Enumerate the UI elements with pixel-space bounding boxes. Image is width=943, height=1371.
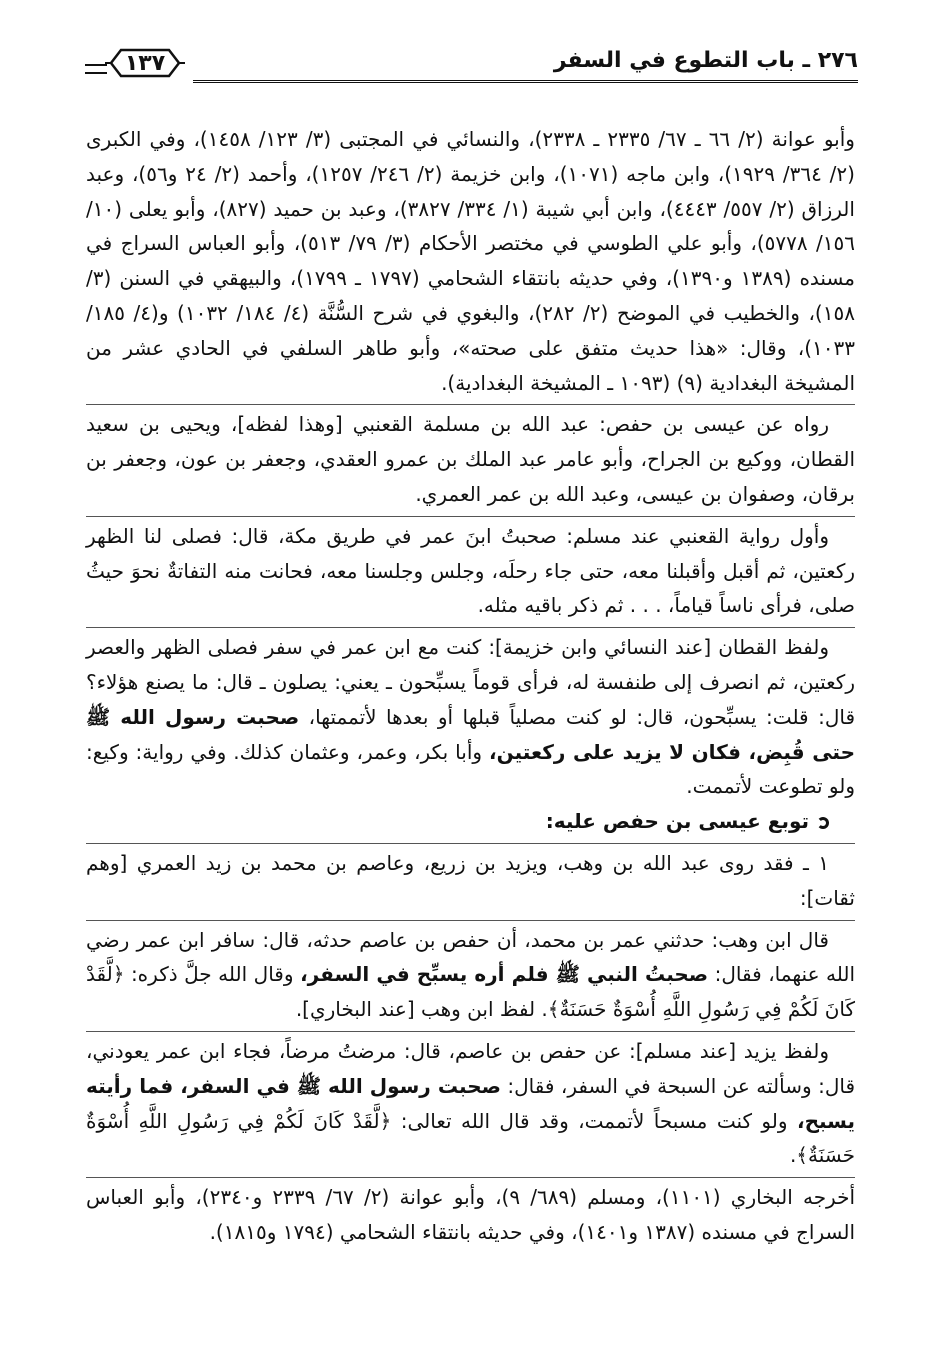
paragraph-divider (86, 920, 855, 921)
paragraph-divider (86, 1031, 855, 1032)
followers-paragraph: ١ ـ فقد روى عبد الله بن وهب، ويزيد بن زريع، وعاصم بن محمد بن زيد العمري [وهم ثقات]: (86, 850, 855, 910)
paragraph-divider (86, 1177, 855, 1178)
paragraph-divider (86, 843, 855, 844)
ibn-wahb-text-start: قال ابن وهب: حدثني عمر بن محمد، أن حفص بن عاصم حدثه، قال: سافر ابن عمر رضي الله عنهما، فقال: (86, 927, 856, 987)
qattan-text-end: وأبا بكر، وعمر، وعثمان كذلك. وفي رواية: وكيع: ولو تطوعت لأتممت. (86, 739, 855, 799)
takhrij-paragraph-2: أخرجه البخاري (١١٠١)، ومسلم (٦٨٩/ ٩)، وأبو عوانة (٢/ ٦٧/ ٢٣٣٩ و٢٣٤٠)، وأبو العباس السراج في مسنده (١٣٨٧ و١٤٠١)، وفي حديثه بانتقاء الشحامي (١٧٩٤ و١٨١٥). (86, 1185, 856, 1244)
bullet-icon (817, 817, 829, 829)
qanabi-narration-paragraph: وأول رواية القعنبي عند مسلم: صحبتُ ابنَ عمر في طريق مكة، قال: فصلى لنا الظهر ركعتين، ثم أقبل وأقبلنا معه، حتى جاء رحلَه، وجلس وجلسنا معه، فحانت منه التفاتةٌ نحوَ حيثُ صلى، فرأى ناساً قياماً، . . . ثم ذكر باقيه مثله. (86, 523, 855, 618)
page-body (86, 122, 855, 1250)
section-heading-text: توبع عيسى بن حفص عليه: (545, 809, 809, 834)
yazid-hadith-bold: صحبت رسول الله ﷺ في السفر، فما رأيته يسبح، (86, 1073, 856, 1133)
section-heading (86, 804, 855, 839)
ibn-wahb-paragraph (86, 923, 855, 1027)
header-rule-left (85, 64, 107, 74)
takhrij-paragraph-1: وأبو عوانة (٢/ ٦٦ ـ ٦٧/ ٢٣٣٥ ـ ٢٣٣٨)، والنسائي في المجتبى (٣/ ١٢٣/ ١٤٥٨)، وفي الكبرى (٢/ ٣٦٤/ ١٩٢٩)، وابن ماجه (١٠٧١)، وابن خزيمة (٢/ ٢٤٦/ ١٢٥٧)، وأحمد (٢/ ٢٤ و٥٦)، وعبد الرزاق (٢/ ٥٥٧/ ٤٤٤٣)، وابن أبي شيبة (١/ ٣٣٤/ ٣٨٢٧)، وعبد بن حميد (٨٢٧)، وأبو يعلى (١٠/ ١٥٦/ ٥٧٧٨)، وأبو علي الطوسي في مختصر الأحكام (٣/ ٧٩/ ٥١٣)، وأبو العباس السراج في مسنده (١٣٨٩ و١٣٩٠)، وفي حديثه بانتقاء الشحامي (١٧٩٧ ـ ١٧٩٩)، والبيهقي في السنن (٣/ ١٥٨)، والخطيب في الموضح (٢/ ٢٨٢)، والبغوي في شرح السُّنَّة (٤/ ١٨٤/ ١٠٣٢) و(٤/ ١٨٥/ ١٠٣٣)، وقال: «هذا حديث متفق على صحته»، وأبو طاهر السلفي في الحادي عشر من المشيخة البغدادية (٩) (١٠٩٣ ـ المشيخة البغدادية). (86, 127, 856, 395)
page-header (85, 42, 858, 82)
ibn-wahb-text-end: وقال الله جلَّ ذكره: ﴿لَّقَدْ كَانَ لَكُمْ فِي رَسُولِ اللَّهِ أُسْوَةٌ حَسَنَةٌ﴾. لفظ ابن وهب [عند البخاري]. (86, 962, 855, 1022)
narrators-paragraph: رواه عن عيسى بن حفص: عبد الله بن مسلمة القعنبي [وهذا لفظه]، ويحيى بن سعيد القطان، ووكيع بن الجراح، وأبو عامر عبد الملك بن عمرو العقدي، وجعفر بن عون، وجعفر بن برقان، وصفوان بن عيسى، وعبد الله بن عمر العمري. (86, 412, 855, 506)
yazid-text-end: ولو كنت مسبحاً لأتممت، وقد قال الله تعالى: ﴿لَّقَدْ كَانَ لَكُمْ فِي رَسُولِ اللَّهِ أُسْوَةٌ حَسَنَةٌ﴾. (86, 1108, 855, 1168)
qattan-text-start: ولفظ القطان [عند النسائي وابن خزيمة]: كنت مع ابن عمر في سفر فصلى الظهر والعصر ركعتين، ثم انصرف إلى طنفسة له، فرأى قوماً يسبِّحون ـ يعني: يصلون ـ قال: ما يصنع هؤلاء؟ قال: قلت: يسبِّحون، قال: لو كنت مصلياً قبلها أو بعدها لأتممتها، (86, 635, 856, 729)
running-title: ٢٧٦ ـ باب التطوع في السفر (553, 48, 858, 73)
paragraph-divider (86, 516, 855, 517)
qattan-narration-paragraph (86, 630, 855, 804)
page-number-badge (105, 46, 185, 80)
yazid-text-start: ولفظ يزيد [عند مسلم]: عن حفص بن عاصم، قال: مرضتُ مرضاً، فجاء ابن عمر يعودني، قال: وسألته عن السبحة في السفر، فقال: (86, 1038, 856, 1098)
page-number: ١٣٧ (124, 50, 166, 76)
yazid-paragraph (86, 1034, 855, 1173)
qattan-hadith-bold: صحبت رسول الله ﷺ حتى قُبِض، فكان لا يزيد على ركعتين، (86, 704, 856, 764)
ibn-wahb-hadith-bold: صحبتُ النبي ﷺ فلم أره يسبِّح في السفر، (300, 962, 709, 987)
paragraph-divider (86, 404, 855, 405)
header-rule (193, 80, 858, 83)
paragraph-divider (86, 627, 855, 628)
